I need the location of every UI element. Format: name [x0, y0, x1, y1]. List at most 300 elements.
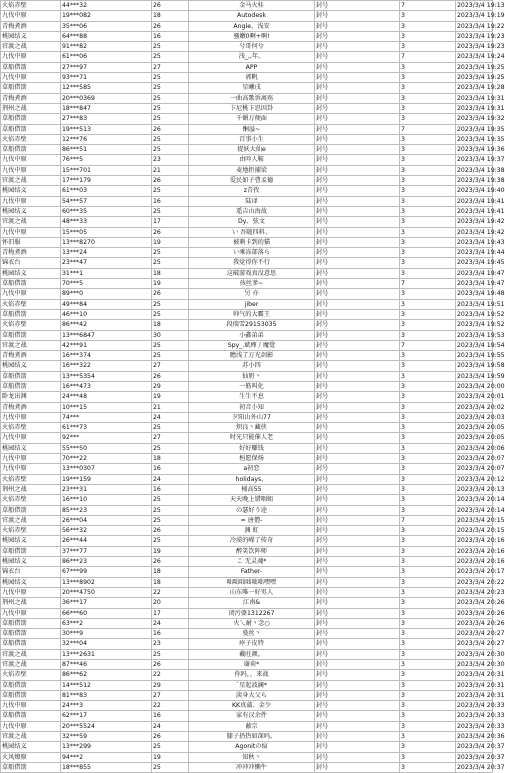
days-cell: 3: [400, 742, 456, 752]
server-cell: 桃园结义: [1, 536, 61, 546]
user-id-cell: 94***2: [61, 752, 152, 762]
table-row: [1, 495, 493, 505]
days-cell: 7: [400, 340, 456, 350]
level-cell: 24: [152, 412, 189, 422]
character-name-cell: 陆译: [189, 196, 315, 206]
user-id-cell: 12***76: [61, 134, 152, 144]
days-cell: 3: [400, 145, 456, 155]
character-name-cell: 千媚万便面: [189, 114, 315, 124]
timestamp-cell: 2023/3/4 19:36: [457, 146, 505, 154]
character-name-cell: Father-: [189, 567, 315, 577]
character-name-cell: z青孜: [189, 186, 315, 196]
level-cell: 27: [152, 690, 189, 700]
character-name-cell: 爱民如子曹孟德: [189, 176, 315, 186]
table-row: [1, 73, 493, 83]
days-cell: 3: [400, 21, 456, 31]
days-cell: 3: [400, 155, 456, 165]
days-cell: 3: [400, 433, 456, 443]
action-cell: 封号: [315, 320, 400, 330]
level-cell: 18: [152, 320, 189, 330]
character-name-cell: 兮哥何兮: [189, 42, 315, 52]
table-row: [1, 52, 493, 62]
timestamp-cell: 2023/3/4 20:00: [457, 382, 505, 390]
server-cell: 九伐中原: [1, 155, 61, 165]
character-name-cell: 仙奶丶: [189, 371, 315, 381]
timestamp-cell: 2023/3/4 20:17: [457, 568, 505, 576]
level-cell: 26: [152, 1, 189, 11]
days-cell: 3: [400, 762, 456, 772]
server-cell: 九伐中原: [1, 227, 61, 237]
user-id-cell: 48***33: [61, 217, 152, 227]
days-cell: 3: [400, 454, 456, 464]
timestamp-cell: 2023/3/4 19:28: [457, 84, 505, 92]
days-cell: 3: [400, 83, 456, 93]
character-name-cell: 夕阳山外山77: [189, 412, 315, 422]
level-cell: 25: [152, 762, 189, 772]
timestamp-cell: 2023/3/4 19:58: [457, 362, 505, 370]
user-id-cell: 13***2631: [61, 649, 152, 659]
timestamp-cell: 2023/3/4 19:38: [457, 166, 505, 174]
level-cell: 22: [152, 670, 189, 680]
level-cell: 23: [152, 155, 189, 165]
level-cell: 18: [152, 11, 189, 21]
timestamp-cell: 2023/3/4 20:14: [457, 496, 505, 504]
table-row: [1, 124, 493, 134]
user-id-cell: 27***83: [61, 114, 152, 124]
action-cell: 封号: [315, 629, 400, 639]
days-cell: 3: [400, 546, 456, 556]
character-name-cell: 天天晚上错咽蛆: [189, 495, 315, 505]
days-cell: 3: [400, 557, 456, 567]
action-cell: 封号: [315, 526, 400, 536]
days-cell: 3: [400, 752, 456, 762]
server-cell: 火焰赤壁: [1, 474, 61, 484]
timestamp-cell: 2023/3/4 19:53: [457, 331, 505, 339]
days-cell: 3: [400, 103, 456, 113]
level-cell: 25: [152, 515, 189, 525]
character-name-cell: 咄咄咄咄咄咄嘿嘿: [189, 577, 315, 587]
days-cell: 3: [400, 186, 456, 196]
action-cell: 封号: [315, 381, 400, 391]
table-row: [1, 31, 493, 41]
user-id-cell: 26***44: [61, 536, 152, 546]
table-row: [1, 289, 493, 299]
user-id-cell: 86***51: [61, 145, 152, 155]
table-row: [1, 320, 493, 330]
action-cell: 封号: [315, 608, 400, 618]
character-name-cell: Angle、浅安: [189, 21, 315, 31]
action-cell: 封号: [315, 762, 400, 772]
user-id-cell: 60***35: [61, 206, 152, 216]
days-cell: 3: [400, 114, 456, 124]
server-cell: 桃园结义: [1, 361, 61, 371]
user-id-cell: 16***473: [61, 381, 152, 391]
user-id-cell: 56***32: [61, 526, 152, 536]
user-id-cell: 70***22: [61, 454, 152, 464]
level-cell: 25: [152, 309, 189, 319]
timestamp-cell: 2023/3/4 20:37: [457, 753, 505, 761]
character-name-cell: 小鑫弟弟: [189, 330, 315, 340]
level-cell: 19: [152, 279, 189, 289]
timestamp-cell: 2023/3/4 20:16: [457, 547, 505, 555]
level-cell: 19: [152, 237, 189, 247]
action-cell: 封号: [315, 351, 400, 361]
table-row: [1, 206, 493, 216]
user-id-cell: 31***1: [61, 268, 152, 278]
user-id-cell: 16***10: [61, 495, 152, 505]
level-cell: 25: [152, 423, 189, 433]
user-id-cell: 16***374: [61, 351, 152, 361]
table-row: [1, 433, 493, 443]
character-name-cell: `星起波澜*: [189, 680, 315, 690]
character-name-cell: 知秋丶: [189, 752, 315, 762]
server-cell: 九伐中原: [1, 11, 61, 21]
timestamp-cell: 2023/3/4 20:13: [457, 485, 505, 493]
level-cell: 20: [152, 598, 189, 608]
server-cell: 官渡之战: [1, 660, 61, 670]
table-row: [1, 732, 493, 742]
character-name-cell: 一筋叫化: [189, 381, 315, 391]
days-cell: 3: [400, 660, 456, 670]
days-cell: 3: [400, 495, 456, 505]
server-cell: 桃园结义: [1, 557, 61, 567]
table-row: [1, 237, 493, 247]
action-cell: 封号: [315, 639, 400, 649]
server-cell: 官渡之战: [1, 649, 61, 659]
user-id-cell: 12***585: [61, 83, 152, 93]
timestamp-cell: 2023/3/4 20:15: [457, 527, 505, 535]
timestamp-cell: 2023/3/4 19:48: [457, 290, 505, 298]
days-cell: 3: [400, 134, 456, 144]
action-cell: 封号: [315, 155, 400, 165]
level-cell: 24: [152, 721, 189, 731]
timestamp-cell: 2023/3/4 19:19: [457, 12, 505, 20]
level-cell: 19: [152, 546, 189, 556]
user-id-cell: 86***62: [61, 670, 152, 680]
character-name-cell: holidays、: [189, 474, 315, 484]
server-cell: 九伐中原: [1, 165, 61, 175]
server-cell: 桃园结义: [1, 268, 61, 278]
days-cell: 3: [400, 320, 456, 330]
timestamp-cell: 2023/3/4 19:44: [457, 249, 505, 257]
user-id-cell: 13***299: [61, 742, 152, 752]
server-cell: 官渡之战: [1, 217, 61, 227]
table-row: [1, 402, 493, 412]
character-name-cell: 炽良丶藏侠: [189, 423, 315, 433]
user-id-cell: 13***8902: [61, 577, 152, 587]
days-cell: 3: [400, 196, 456, 206]
days-cell: 3: [400, 412, 456, 422]
level-cell: 25: [152, 536, 189, 546]
timestamp-cell: 2023/3/4 19:38: [457, 177, 505, 185]
action-cell: 封号: [315, 299, 400, 309]
action-cell: 封号: [315, 567, 400, 577]
record-list: [1, 1, 505, 773]
level-cell: 22: [152, 701, 189, 711]
character-name-cell: 谢荷*: [189, 660, 315, 670]
level-cell: 19: [152, 752, 189, 762]
days-cell: 3: [400, 351, 456, 361]
action-cell: 封号: [315, 454, 400, 464]
server-cell: 卧龙出渊: [1, 392, 61, 402]
character-name-cell: 另 亦: [189, 289, 315, 299]
action-cell: 封号: [315, 196, 400, 206]
user-id-cell: 18***855: [61, 762, 152, 772]
level-cell: 24: [152, 618, 189, 628]
user-id-cell: 64***88: [61, 31, 152, 41]
user-id-cell: 23***47: [61, 258, 152, 268]
user-id-cell: 74***: [61, 412, 152, 422]
timestamp-cell: 2023/3/4 20:27: [457, 630, 505, 638]
days-cell: 3: [400, 505, 456, 515]
timestamp-cell: 2023/3/4 20:37: [457, 763, 505, 771]
action-cell: 封号: [315, 176, 400, 186]
level-cell: 19: [152, 392, 189, 402]
server-cell: 草船借箭: [1, 680, 61, 690]
user-id-cell: 16***322: [61, 361, 152, 371]
level-cell: 30: [152, 330, 189, 340]
action-cell: 封号: [315, 31, 400, 41]
server-cell: 青梅煮酒: [1, 21, 61, 31]
level-cell: 16: [152, 31, 189, 41]
action-cell: 封号: [315, 402, 400, 412]
server-cell: 官渡之战: [1, 515, 61, 525]
days-cell: 3: [400, 670, 456, 680]
character-name-cell: 段瑞雪29153035: [189, 320, 315, 330]
character-name-cell: 骚嫩0啊+啊!: [189, 31, 315, 41]
action-cell: 封号: [315, 670, 400, 680]
days-cell: 3: [400, 690, 456, 700]
timestamp-cell: 2023/3/4 20:27: [457, 640, 505, 648]
character-name-cell: い 吾随四料、: [189, 227, 315, 237]
action-cell: 封号: [315, 42, 400, 52]
days-cell: 3: [400, 248, 456, 258]
days-cell: 7: [400, 1, 456, 11]
server-cell: 九伐中原: [1, 454, 61, 464]
character-name-cell: 火乀耐丶念○: [189, 618, 315, 628]
user-id-cell: 24***3: [61, 701, 152, 711]
level-cell: 25: [152, 42, 189, 52]
server-cell: 桃园结义: [1, 206, 61, 216]
user-id-cell: 19***513: [61, 124, 152, 134]
level-cell: 23: [152, 639, 189, 649]
server-cell: 草船借箭: [1, 330, 61, 340]
days-cell: 3: [400, 629, 456, 639]
character-name-cell: KK真蒲、金少: [189, 701, 315, 711]
user-id-cell: 42***91: [61, 340, 152, 350]
table-row: [1, 371, 493, 381]
days-cell: 3: [400, 299, 456, 309]
action-cell: 封号: [315, 93, 400, 103]
server-cell: 青梅煮酒: [1, 351, 61, 361]
table-row: [1, 577, 493, 587]
character-name-cell: 初音小知: [189, 402, 315, 412]
table-row: [1, 268, 493, 278]
user-id-cell: 13***0307: [61, 464, 152, 474]
table-row: [1, 680, 493, 690]
timestamp-cell: 2023/3/4 19:52: [457, 310, 505, 318]
user-id-cell: 67***99: [61, 567, 152, 577]
user-id-cell: 19***159: [61, 474, 152, 484]
user-id-cell: 86***42: [61, 320, 152, 330]
server-cell: 荆州之战: [1, 598, 61, 608]
table-row: [1, 670, 493, 680]
character-name-cell: 被剩卡到的猫: [189, 237, 315, 247]
days-cell: 3: [400, 402, 456, 412]
action-cell: 封号: [315, 227, 400, 237]
character-name-cell: 这破游戏真没意思: [189, 268, 315, 278]
server-cell: 火焰赤壁: [1, 299, 61, 309]
level-cell: 18: [152, 567, 189, 577]
days-cell: 3: [400, 701, 456, 711]
table-row: [1, 629, 493, 639]
table-row: [1, 762, 493, 772]
character-name-cell: い乘冻部落ら: [189, 248, 315, 258]
user-id-cell: 26***04: [61, 515, 152, 525]
days-cell: 3: [400, 443, 456, 453]
table-row: [1, 258, 493, 268]
character-name-cell: APP: [189, 62, 315, 72]
server-cell: 青梅煮酒: [1, 93, 61, 103]
action-cell: 封号: [315, 248, 400, 258]
character-name-cell: 醉笑饮阵师: [189, 546, 315, 556]
user-id-cell: 91***82: [61, 42, 152, 52]
timestamp-cell: 2023/3/4 20:03: [457, 413, 505, 421]
user-id-cell: 20***5524: [61, 721, 152, 731]
server-cell: 草船借箭: [1, 114, 61, 124]
character-name-cell: 桓愿保炀: [189, 454, 315, 464]
user-id-cell: 15***05: [61, 227, 152, 237]
action-cell: 封号: [315, 443, 400, 453]
level-cell: 25: [152, 103, 189, 113]
server-cell: 草船借箭: [1, 309, 61, 319]
server-cell: 九伐中原: [1, 608, 61, 618]
level-cell: 26: [152, 660, 189, 670]
action-cell: 封号: [315, 134, 400, 144]
user-id-cell: 44***32: [61, 1, 152, 11]
timestamp-cell: 2023/3/4 20:12: [457, 475, 505, 483]
table-row: [1, 351, 493, 361]
server-cell: 九伐中原: [1, 196, 61, 206]
days-cell: 3: [400, 62, 456, 72]
timestamp-cell: 2023/3/4 20:02: [457, 403, 505, 411]
table-row: [1, 279, 493, 289]
server-cell: 桃园结义: [1, 31, 61, 41]
character-name-cell: a初恋: [189, 464, 315, 474]
action-cell: 封号: [315, 701, 400, 711]
level-cell: 25: [152, 83, 189, 93]
character-name-cell: 由吟人鞍: [189, 155, 315, 165]
level-cell: 26: [152, 227, 189, 237]
server-cell: 草船借箭: [1, 371, 61, 381]
table-row: [1, 83, 493, 93]
action-cell: 封号: [315, 484, 400, 494]
character-name-cell: の瑟好う途: [189, 505, 315, 515]
server-cell: 九伐中原: [1, 721, 61, 731]
server-cell: 草船借箭: [1, 83, 61, 93]
days-cell: 3: [400, 649, 456, 659]
character-name-cell: 捉妖大仙e: [189, 145, 315, 155]
days-cell: 3: [400, 598, 456, 608]
level-cell: 25: [152, 134, 189, 144]
user-id-cell: 63***2: [61, 618, 152, 628]
table-row: [1, 227, 493, 237]
level-cell: 25: [152, 145, 189, 155]
table-row: [1, 649, 493, 659]
server-cell: 青梅煮酒: [1, 248, 61, 258]
timestamp-cell: 2023/3/4 19:31: [457, 94, 505, 102]
days-cell: 3: [400, 206, 456, 216]
user-id-cell: 89***0: [61, 289, 152, 299]
timestamp-cell: 2023/3/4 19:51: [457, 300, 505, 308]
timestamp-cell: 2023/3/4 20:05: [457, 424, 505, 432]
character-name-cell: 帅气的大霸王: [189, 309, 315, 319]
user-id-cell: 87***46: [61, 660, 152, 670]
days-cell: 3: [400, 721, 456, 731]
user-id-cell: 49***84: [61, 299, 152, 309]
character-name-cell: こ 无灵魂*: [189, 557, 315, 567]
level-cell: 26: [152, 176, 189, 186]
server-cell: 草船借箭: [1, 505, 61, 515]
level-cell: 26: [152, 732, 189, 742]
level-cell: 27: [152, 433, 189, 443]
user-id-cell: 61***06: [61, 52, 152, 62]
timestamp-cell: 2023/3/4 19:41: [457, 207, 505, 215]
server-cell: 桃园结义: [1, 443, 61, 453]
table-row: [1, 93, 493, 103]
action-cell: 封号: [315, 217, 400, 227]
days-cell: 7: [400, 515, 456, 525]
table-row: [1, 114, 493, 124]
user-id-cell: 70***5: [61, 279, 152, 289]
action-cell: 封号: [315, 752, 400, 762]
server-cell: 火焰赤壁: [1, 320, 61, 330]
level-cell: 25: [152, 52, 189, 62]
days-cell: 3: [400, 711, 456, 721]
character-name-cell: 生生不息: [189, 392, 315, 402]
timestamp-cell: 2023/3/4 20:31: [457, 671, 505, 679]
action-cell: 封号: [315, 62, 400, 72]
timestamp-cell: 2023/3/4 20:15: [457, 516, 505, 524]
days-cell: 3: [400, 392, 456, 402]
action-cell: 封号: [315, 546, 400, 556]
action-cell: 封号: [315, 206, 400, 216]
action-cell: 封号: [315, 258, 400, 268]
server-cell: 草船借箭: [1, 629, 61, 639]
character-name-cell: 瞻浅了万光剑影: [189, 351, 315, 361]
level-cell: 25: [152, 340, 189, 350]
table-row: [1, 217, 493, 227]
action-cell: 封号: [315, 680, 400, 690]
days-cell: 3: [400, 526, 456, 536]
server-cell: 火焰赤壁: [1, 134, 61, 144]
server-cell: 九伐中原: [1, 433, 61, 443]
user-id-cell: 36***17: [61, 598, 152, 608]
timestamp-cell: 2023/3/4 20:33: [457, 702, 505, 710]
character-name-cell: 蔽宗: [189, 721, 315, 731]
character-name-cell: 膝子扔热如深吗。: [189, 732, 315, 742]
user-id-cell: 13***8270: [61, 237, 152, 247]
days-cell: 3: [400, 587, 456, 597]
server-cell: 九伐中原: [1, 73, 61, 83]
server-cell: 草船借箭: [1, 711, 61, 721]
level-cell: 25: [152, 495, 189, 505]
days-cell: 3: [400, 237, 456, 247]
timestamp-cell: 2023/3/4 20:30: [457, 650, 505, 658]
server-cell: 草船借箭: [1, 145, 61, 155]
action-cell: 封号: [315, 598, 400, 608]
days-cell: 3: [400, 217, 456, 227]
